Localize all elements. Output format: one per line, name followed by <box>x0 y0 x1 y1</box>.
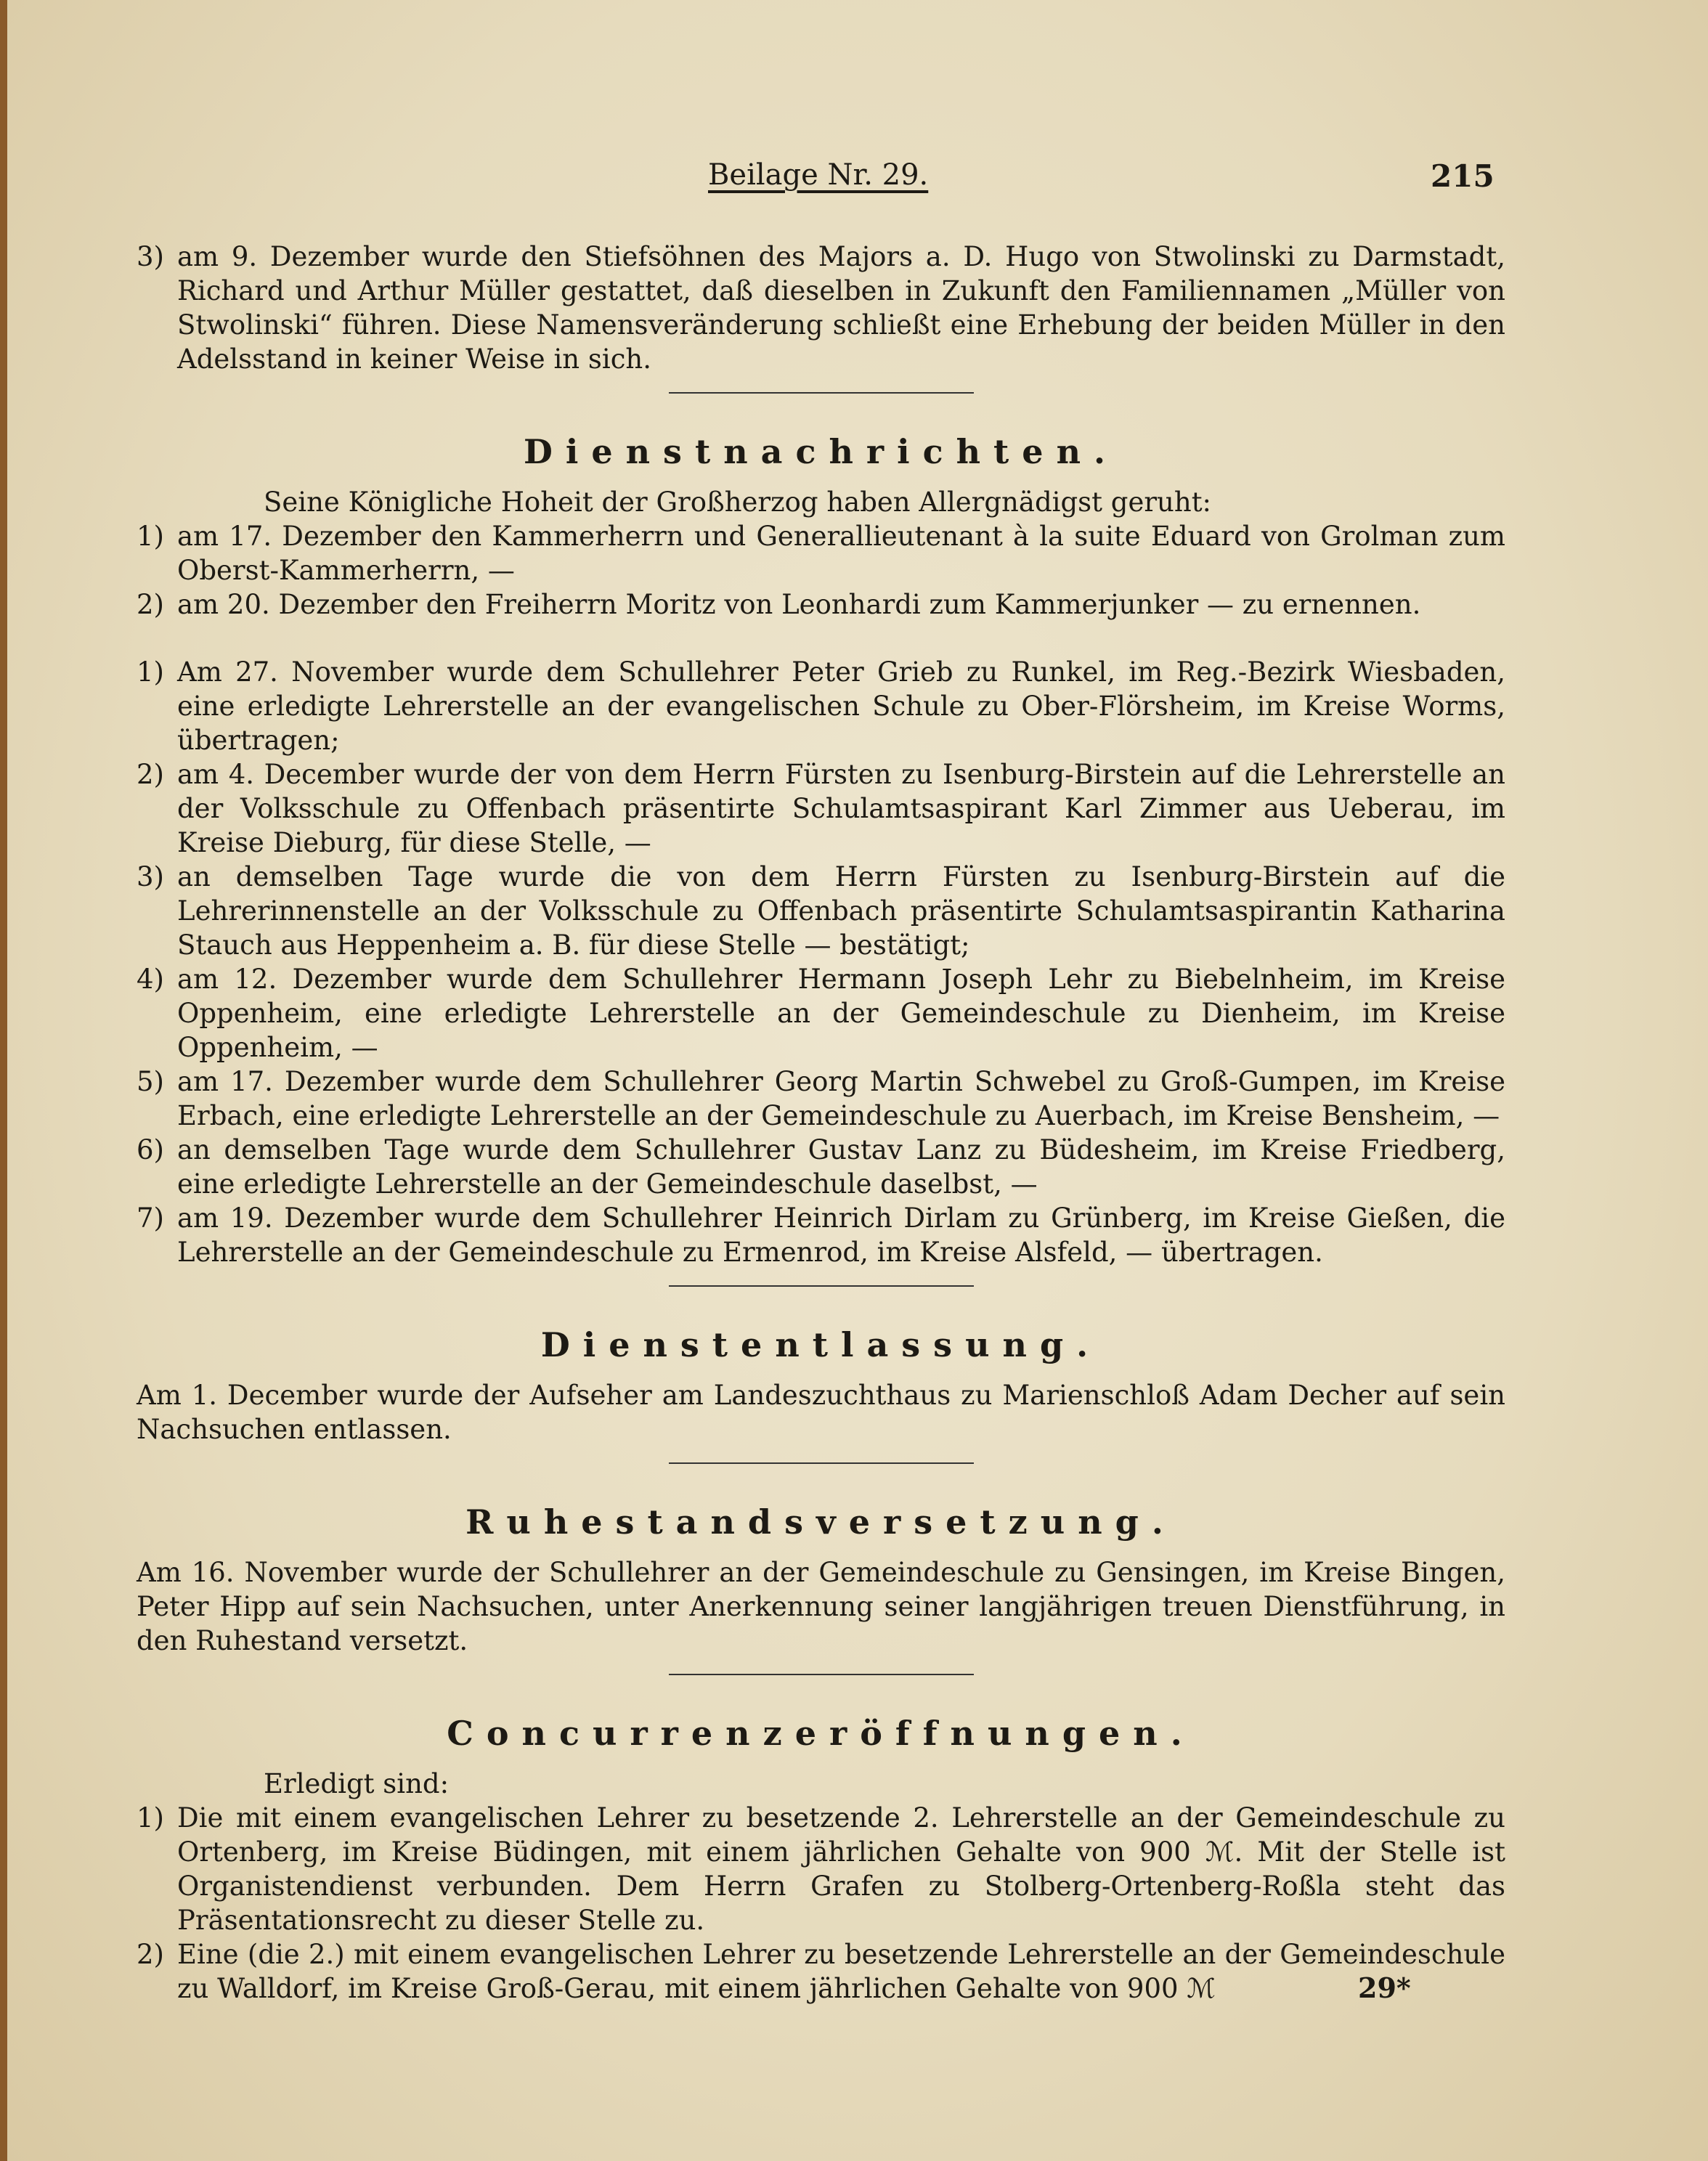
item-number: 2) <box>137 1939 164 1970</box>
paragraph: Am 1. December wurde der Aufseher am Landeszuchthaus zu Marienschloß Adam Decher auf sein Nachsuchen entlassen. <box>137 1380 1505 1445</box>
list-item <box>137 655 1505 757</box>
page-number: 215 <box>1431 158 1494 194</box>
page-header <box>7 158 1708 195</box>
item-text: Die mit einem evangelischen Lehrer zu besetzende 2. Lehrerstelle an der Gemeindeschule zu Ortenberg, im Kreise Büdingen, mit einem jährlichen Gehalte von 900 ℳ. Mit der Stelle ist Organistendienst verbunden. Dem Herrn Grafen zu Stolberg-Ortenberg-Roßla steht das Präsentationsrecht zu dieser Stelle zu. <box>177 1802 1505 1936</box>
list-item <box>137 1201 1505 1269</box>
list-item <box>137 1801 1505 1937</box>
list-item <box>137 757 1505 860</box>
item-text: am 17. Dezember wurde dem Schullehrer Georg Martin Schwebel zu Groß-Gumpen, im Kreise Erbach, eine erledigte Lehrerstelle an der Gemeindeschule zu Auerbach, im Kreise Bensheim, — <box>177 1066 1505 1131</box>
section-concurrenzeroeffnungen <box>137 1713 1505 2006</box>
section-ruhestandsversetzung <box>137 1502 1505 1658</box>
section-heading: Dienstentlassung. <box>540 1325 1102 1364</box>
section-intro: Erledigt sind: <box>264 1768 450 1799</box>
section-heading: Concurrenzeröffnungen. <box>447 1714 1195 1753</box>
item-number: 5) <box>137 1066 164 1097</box>
list-item <box>137 860 1505 962</box>
item-number: 1) <box>137 521 164 552</box>
document-body <box>137 240 1505 2006</box>
item-number: 3) <box>137 861 164 892</box>
list-item <box>137 962 1505 1065</box>
section-heading: Dienstnachrichten. <box>523 432 1119 471</box>
item-number: 2) <box>137 589 164 620</box>
list-item <box>137 587 1505 622</box>
list-item <box>137 240 1505 376</box>
signature-mark: 29* <box>1358 1971 1411 2004</box>
section-dienstnachrichten <box>137 431 1505 1269</box>
section-divider <box>669 1462 974 1464</box>
item-text: am 19. Dezember wurde dem Schullehrer Heinrich Dirlam zu Grünberg, im Kreise Gießen, die Lehrerstelle an der Gemeindeschule zu Ermenrod, im Kreise Alsfeld, — übertragen. <box>177 1202 1505 1268</box>
item-number: 1) <box>137 656 164 688</box>
item-number: 3) <box>137 241 164 272</box>
item-text: Eine (die 2.) mit einem evangelischen Lehrer zu besetzende Lehrerstelle an der Gemeindeschule zu Walldorf, im Kreise Groß-Gerau, mit einem jährlichen Gehalte von 900 ℳ <box>177 1939 1505 2004</box>
list-item <box>137 519 1505 587</box>
page-title: Beilage Nr. 29. <box>708 158 929 192</box>
item-text: an demselben Tage wurde die von dem Herrn Fürsten zu Isenburg-Birstein auf die Lehrerinnenstelle an der Volksschule zu Offenbach präsentirte Schulamtsaspirantin Katharina Stauch aus Heppenheim a. B. für diese Stelle — bestätigt; <box>177 861 1505 961</box>
spacer <box>137 622 1505 655</box>
item-text: am 20. Dezember den Freiherrn Moritz von Leonhardi zum Kammerjunker — zu ernennen. <box>177 589 1421 620</box>
item-text: am 4. December wurde der von dem Herrn Fürsten zu Isenburg-Birstein auf die Lehrerstelle an der Volksschule zu Offenbach präsentirte Schulamtsaspirant Karl Zimmer aus Ueberau, im Kreise Dieburg, für diese Stelle, — <box>177 759 1505 858</box>
item-text: am 17. Dezember den Kammerherrn und Generallieutenant à la suite Eduard von Grolman zum Oberst-Kammerherrn, — <box>177 521 1505 586</box>
list-item <box>137 1065 1505 1133</box>
item-number: 6) <box>137 1134 164 1165</box>
section-divider <box>669 1285 974 1287</box>
item-text: am 12. Dezember wurde dem Schullehrer Hermann Joseph Lehr zu Biebelnheim, im Kreise Oppenheim, eine erledigte Lehrerstelle an der Gemeindeschule zu Dienheim, im Kreise Oppenheim, — <box>177 964 1505 1063</box>
section-divider <box>669 1674 974 1675</box>
list-item <box>137 1937 1505 2006</box>
item-text: an demselben Tage wurde dem Schullehrer Gustav Lanz zu Büdesheim, im Kreise Friedberg, eine erledigte Lehrerstelle an der Gemeindeschule daselbst, — <box>177 1134 1505 1200</box>
section-heading: Ruhestandsversetzung. <box>465 1502 1176 1542</box>
section-intro: Seine Königliche Hoheit der Großherzog haben Allergnädigst geruht: <box>264 487 1212 518</box>
paragraph: Am 16. November wurde der Schullehrer an der Gemeindeschule zu Gensingen, im Kreise Bingen, Peter Hipp auf sein Nachsuchen, unter Anerkennung seiner langjährigen treuen Dienstführung, in den Ruhestand versetzt. <box>137 1557 1505 1656</box>
section-divider <box>669 392 974 394</box>
list-item <box>137 1133 1505 1201</box>
item-text: Am 27. November wurde dem Schullehrer Peter Grieb zu Runkel, im Reg.-Bezirk Wiesbaden, eine erledigte Lehrerstelle an der evangelischen Schule zu Ober-Flörsheim, im Kreise Worms, übertragen; <box>177 656 1505 756</box>
item-number: 7) <box>137 1202 164 1234</box>
item-text: am 9. Dezember wurde den Stiefsöhnen des Majors a. D. Hugo von Stwolinski zu Darmstadt, Richard und Arthur Müller gestattet, daß dieselben in Zukunft den Familiennamen „Müller von Stwolinski“ führen. Diese Namensveränderung schließt eine Erhebung der beiden Müller in den Adelsstand in keiner Weise in sich. <box>177 241 1505 375</box>
item-number: 4) <box>137 964 164 995</box>
item-number: 1) <box>137 1802 164 1834</box>
item-number: 2) <box>137 759 164 790</box>
section-dienstentlassung <box>137 1324 1505 1446</box>
